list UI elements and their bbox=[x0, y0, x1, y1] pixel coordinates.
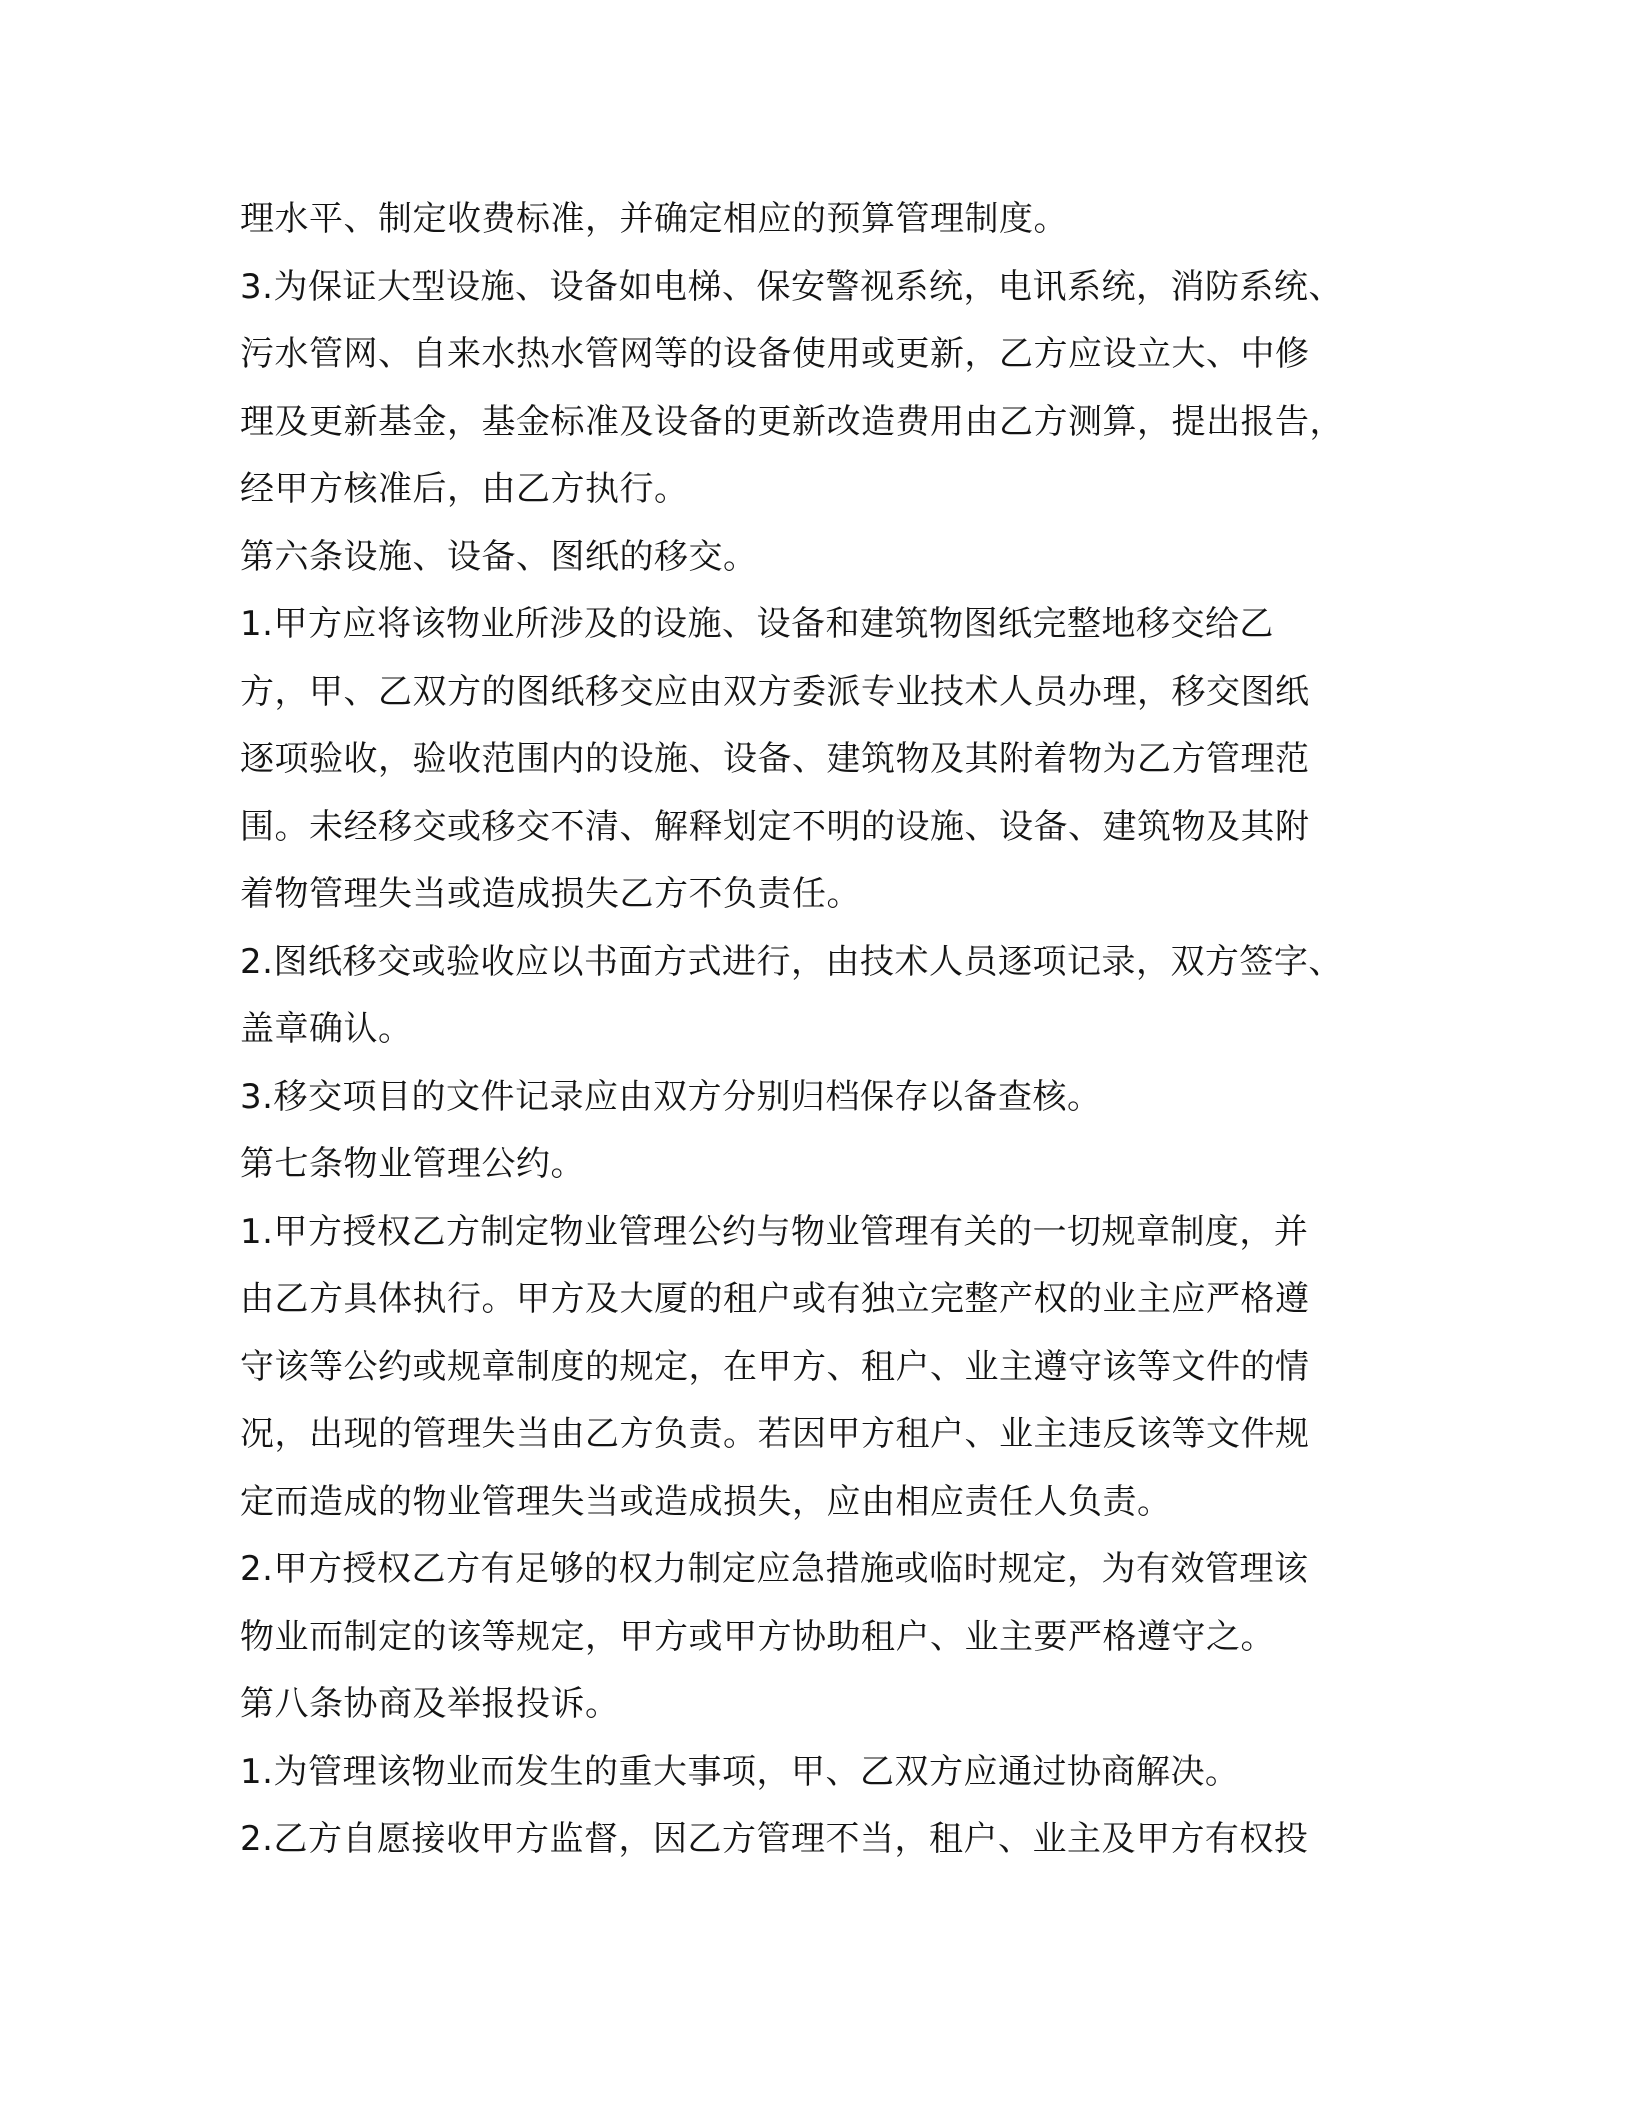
text-line: 由乙方具体执行。甲方及大厦的租户或有独立完整产权的业主应严格遵 bbox=[240, 1279, 1310, 1319]
text-line: 逐项验收，验收范围内的设施、设备、建筑物及其附着物为乙方管理范 bbox=[240, 739, 1310, 779]
text-line: 经甲方核准后，由乙方执行。 bbox=[240, 469, 689, 509]
text-line: 1.甲方应将该物业所涉及的设施、设备和建筑物图纸完整地移交给乙 bbox=[240, 604, 1274, 644]
section-heading: 第七条物业管理公约。 bbox=[240, 1144, 585, 1184]
text-line: 2.甲方授权乙方有足够的权力制定应急措施或临时规定，为有效管理该 bbox=[240, 1549, 1309, 1589]
text-line: 围。未经移交或移交不清、解释划定不明的设施、设备、建筑物及其附 bbox=[240, 806, 1310, 847]
text-line: 物业而制定的该等规定，甲方或甲方协助租户、业主要严格遵守之。 bbox=[240, 1616, 1275, 1657]
text-line: 理及更新基金，基金标准及设备的更新改造费用由乙方测算，提出报告， bbox=[240, 401, 1344, 442]
section-heading: 第八条协商及举报投诉。 bbox=[240, 1684, 620, 1724]
document-body bbox=[240, 186, 1390, 1874]
text-line: 3.移交项目的文件记录应由双方分别归档保存以备查核。 bbox=[240, 1076, 1102, 1117]
text-line: 况，出现的管理失当由乙方负责。若因甲方租户、业主违反该等文件规 bbox=[240, 1414, 1310, 1454]
text-line: 定而造成的物业管理失当或造成损失，应由相应责任人负责。 bbox=[240, 1481, 1172, 1522]
text-line: 1.为管理该物业而发生的重大事项，甲、乙双方应通过协商解决。 bbox=[240, 1751, 1240, 1792]
text-line: 理水平、制定收费标准，并确定相应的预算管理制度。 bbox=[240, 199, 1068, 239]
text-line: 污水管网、自来水热水管网等的设备使用或更新，乙方应设立大、中修 bbox=[240, 334, 1310, 374]
text-line: 盖章确认。 bbox=[240, 1009, 413, 1049]
text-line: 2.图纸移交或验收应以书面方式进行，由技术人员逐项记录，双方签字、 bbox=[240, 941, 1343, 982]
section-heading: 第六条设施、设备、图纸的移交。 bbox=[240, 536, 758, 577]
text-line: 3.为保证大型设施、设备如电梯、保安警视系统，电讯系统，消防系统、 bbox=[240, 266, 1343, 307]
text-line: 1.甲方授权乙方制定物业管理公约与物业管理有关的一切规章制度，并 bbox=[240, 1211, 1309, 1252]
text-line: 方，甲、乙双方的图纸移交应由双方委派专业技术人员办理，移交图纸 bbox=[240, 671, 1310, 712]
text-line: 守该等公约或规章制度的规定，在甲方、租户、业主遵守该等文件的情 bbox=[240, 1346, 1310, 1387]
text-line: 着物管理失当或造成损失乙方不负责任。 bbox=[240, 874, 861, 914]
text-line: 2.乙方自愿接收甲方监督，因乙方管理不当，租户、业主及甲方有权投 bbox=[240, 1819, 1309, 1859]
